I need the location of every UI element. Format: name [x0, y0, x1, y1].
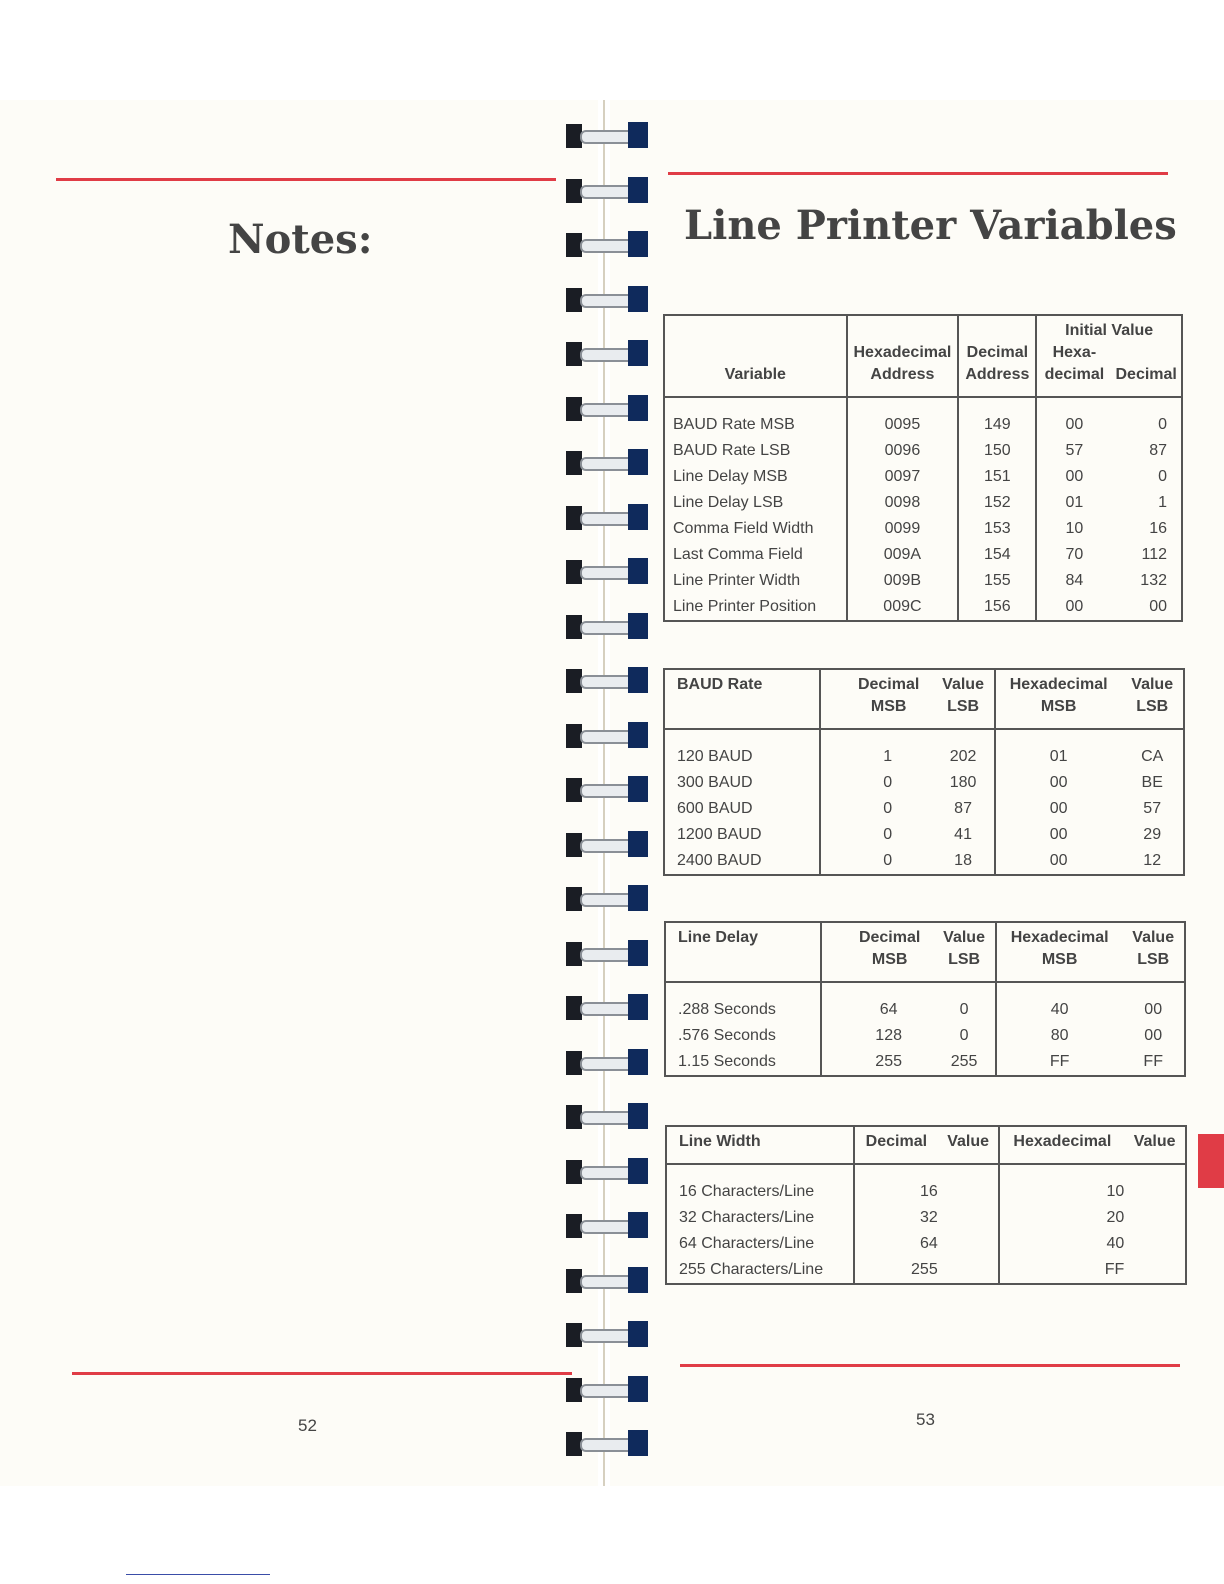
binding-coil-icon	[566, 611, 652, 641]
table-row: 120 BAUD 1 202 01 CA	[664, 729, 1184, 770]
col-decimal-lsb: Value LSB	[932, 669, 995, 729]
section-tab-marker	[1198, 1134, 1224, 1188]
right-top-rule	[668, 172, 1168, 175]
col-initial-value	[1036, 315, 1182, 397]
col-variable: Variable	[664, 315, 847, 397]
binding-coil-icon	[566, 774, 652, 804]
table-row: BAUD Rate MSB 0095 149 00 0	[664, 397, 1182, 438]
binding-coil-icon	[566, 447, 652, 477]
binding-coil-icon	[566, 1428, 652, 1458]
col-decimal-lsb: Value LSB	[933, 922, 996, 982]
table-row: 300 BAUD 0 180 00 BE	[664, 770, 1184, 796]
table-row: .576 Seconds 128 0 80 00	[665, 1023, 1185, 1049]
binding-coil-icon	[566, 175, 652, 205]
binding-coil-icon	[566, 1156, 652, 1186]
notes-heading: Notes:	[228, 216, 373, 263]
table-header-row	[664, 669, 1184, 729]
col-hex-lsb: Value LSB	[1122, 922, 1185, 982]
col-line-delay: Line Delay	[665, 922, 821, 982]
binding-coil-icon	[566, 829, 652, 859]
col-decimal-msb: Decimal MSB	[820, 669, 932, 729]
binding-coil-icon	[566, 229, 652, 259]
table-row: 32 Characters/Line 32 20	[666, 1205, 1186, 1231]
line-delay-table	[664, 921, 1186, 1077]
col-decimal: Decimal	[854, 1126, 938, 1164]
line-delay-table-body	[665, 982, 1185, 1076]
line-width-table	[665, 1125, 1187, 1285]
binding-coil-icon	[566, 720, 652, 750]
col-baud-rate: BAUD Rate	[664, 669, 820, 729]
table-row: Line Printer Position 009C 156 00 00	[664, 594, 1182, 621]
binding-coil-icon	[566, 1319, 652, 1349]
col-hex-address: Hexadecimal Address	[847, 315, 959, 397]
table-header-row	[666, 1126, 1186, 1164]
page-title: Line Printer Variables	[684, 202, 1177, 249]
binding-coil-icon	[566, 556, 652, 586]
table-row: Line Delay MSB 0097 151 00 0	[664, 464, 1182, 490]
table-row: .288 Seconds 64 0 40 00	[665, 982, 1185, 1023]
col-hex-lsb: Value LSB	[1121, 669, 1184, 729]
binding-coil-icon	[566, 1047, 652, 1077]
binding-coil-icon	[566, 120, 652, 150]
binding-coil-icon	[566, 284, 652, 314]
binding-coil-icon	[566, 1210, 652, 1240]
baud-rate-table-body	[664, 729, 1184, 875]
table-row: 2400 BAUD 0 18 00 12	[664, 848, 1184, 875]
footer-rule	[126, 1574, 270, 1575]
table-row: 64 Characters/Line 64 40	[666, 1231, 1186, 1257]
binding-coil-icon	[566, 502, 652, 532]
binding-coil-icon	[566, 1101, 652, 1131]
right-bottom-rule	[680, 1364, 1180, 1367]
table-row: 600 BAUD 0 87 00 57	[664, 796, 1184, 822]
binding-coil-icon	[566, 393, 652, 423]
table-row: 16 Characters/Line 16 10	[666, 1164, 1186, 1205]
binding-coil-icon	[566, 883, 652, 913]
binding-coil-icon	[566, 938, 652, 968]
left-page-number: 52	[298, 1416, 317, 1435]
col-decimal-value: Value	[938, 1126, 1000, 1164]
variables-table	[663, 314, 1183, 622]
col-hex-value: Value	[1124, 1126, 1186, 1164]
table-row: Last Comma Field 009A 154 70 112	[664, 542, 1182, 568]
right-page-number: 53	[916, 1410, 935, 1429]
table-row: 255 Characters/Line 255 FF	[666, 1257, 1186, 1284]
table-row: 1200 BAUD 0 41 00 29	[664, 822, 1184, 848]
binding-coil-icon	[566, 992, 652, 1022]
table-row: Line Delay LSB 0098 152 01 1	[664, 490, 1182, 516]
table-row: BAUD Rate LSB 0096 150 57 87	[664, 438, 1182, 464]
left-top-rule	[56, 178, 556, 181]
col-init-dec: Decimal	[1115, 366, 1177, 383]
line-width-table-body	[666, 1164, 1186, 1284]
left-page	[0, 100, 598, 1486]
col-hexadecimal: Hexadecimal	[999, 1126, 1124, 1164]
left-bottom-rule	[72, 1372, 572, 1375]
table-header-row	[665, 922, 1185, 982]
table-row: Line Printer Width 009B 155 84 132	[664, 568, 1182, 594]
col-hex-msb: Hexadecimal MSB	[996, 922, 1123, 982]
binding-coil-icon	[566, 338, 652, 368]
col-decimal-address: Decimal Address	[958, 315, 1036, 397]
baud-rate-table	[663, 668, 1185, 876]
binding-coil-icon	[566, 665, 652, 695]
table-header-row	[664, 315, 1182, 397]
col-line-width: Line Width	[666, 1126, 854, 1164]
initial-value-label: Initial Value	[1065, 322, 1154, 339]
col-decimal-msb: Decimal MSB	[821, 922, 933, 982]
table-row: 1.15 Seconds 255 255 FF FF	[665, 1049, 1185, 1076]
table-row: Comma Field Width 0099 153 10 16	[664, 516, 1182, 542]
col-init-hex: Hexa- decimal	[1044, 344, 1105, 383]
col-hex-msb: Hexadecimal MSB	[995, 669, 1122, 729]
binding-coil-icon	[566, 1374, 652, 1404]
variables-table-body	[664, 397, 1182, 621]
binding-coil-icon	[566, 1265, 652, 1295]
